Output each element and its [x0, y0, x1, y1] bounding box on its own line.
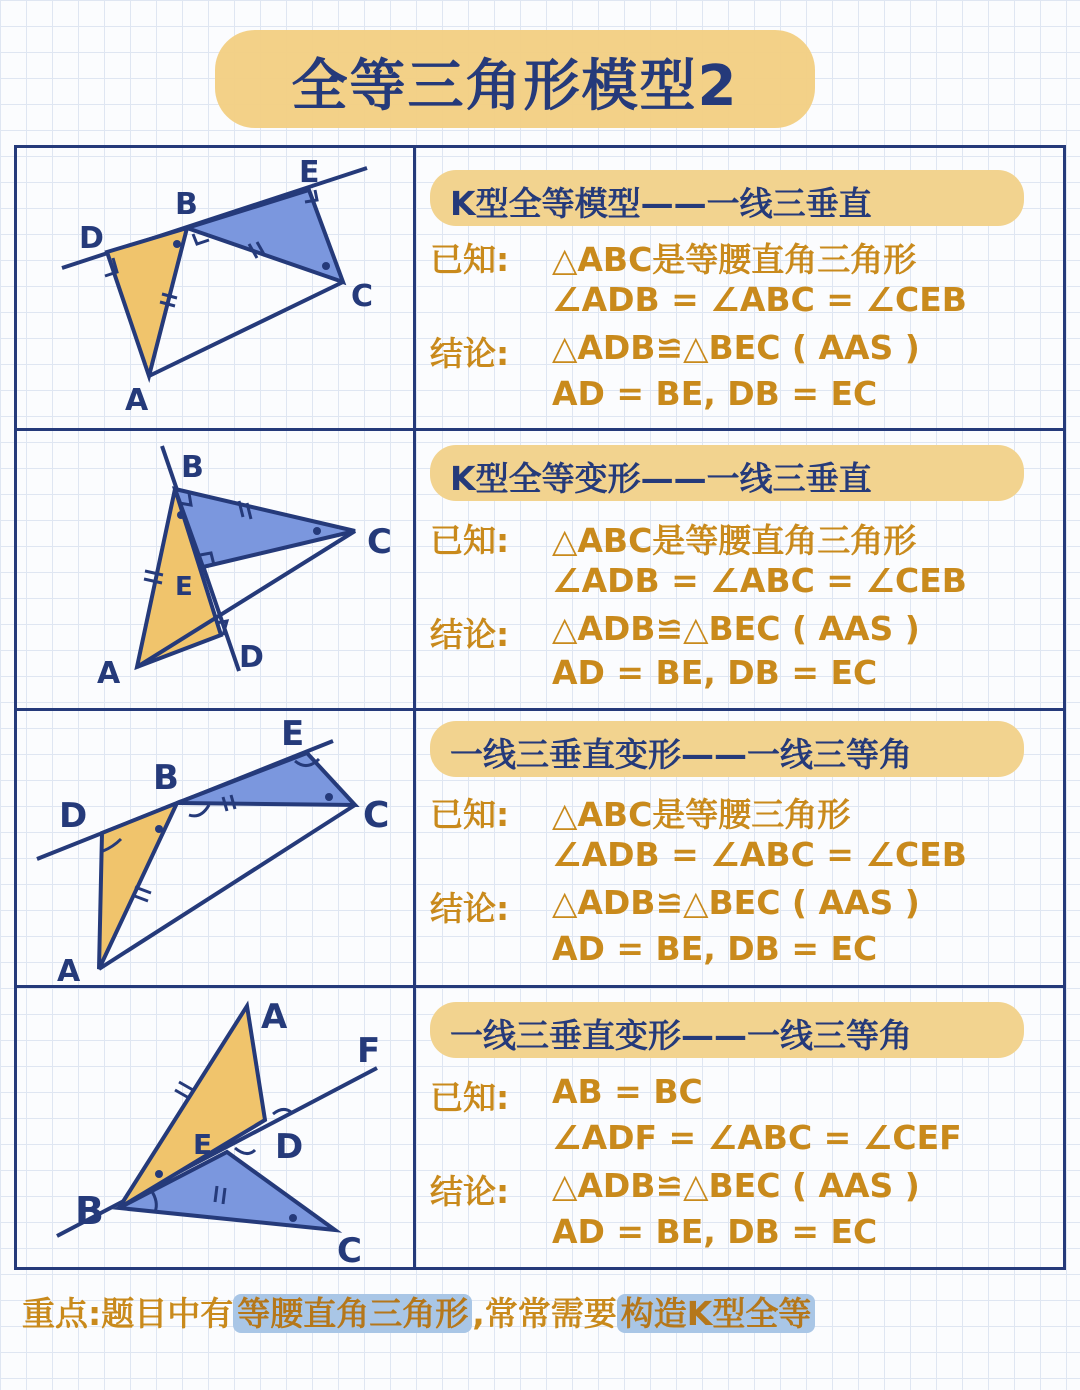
title-banner — [215, 30, 815, 128]
panel-4-heading-pill — [430, 1002, 1024, 1058]
model-table — [14, 145, 1066, 1270]
panel-2-known-1: △ABC是等腰直角三角形 — [552, 521, 917, 560]
panel-3-point-B: B — [153, 758, 179, 798]
panel-4-point-E: E — [193, 1128, 213, 1161]
panel-1-conclusion-2: AD = BE, DB = EC — [552, 374, 878, 413]
panel-3-text — [416, 711, 1063, 985]
panel-3-conclusion-label: 结论: — [430, 889, 510, 928]
panel-1-point-D: D — [79, 221, 104, 256]
panel-2-text — [416, 431, 1063, 708]
panel-1-point-A: A — [125, 383, 149, 418]
panel-1-conclusion-1: △ADB≌△BEC ( AAS ) — [552, 328, 920, 367]
panel-4-text — [416, 988, 1063, 1267]
panel-4-conclusion-2: AD = BE, DB = EC — [552, 1212, 878, 1251]
panel-2-diagram — [17, 431, 413, 708]
panel-2-point-C: C — [367, 522, 392, 562]
key-point-middle: ,常常需要 — [472, 1294, 617, 1333]
panel-4-heading: 一线三垂直变形——一线三等角 — [450, 1016, 912, 1055]
panel-1-known-1: △ABC是等腰直角三角形 — [552, 240, 917, 279]
panel-2-point-E: E — [175, 572, 193, 602]
panel-4-conclusion-label: 结论: — [430, 1172, 510, 1211]
panel-1-heading: K型全等模型——一线三垂直 — [450, 184, 872, 223]
panel-2-point-D: D — [239, 640, 264, 675]
panel-4-point-D: D — [275, 1127, 304, 1167]
panel-4-conclusion-1: △ADB≌△BEC ( AAS ) — [552, 1166, 920, 1205]
panel-1-point-E: E — [299, 155, 320, 190]
panel-2-heading-pill — [430, 445, 1024, 501]
panel-2-point-A: A — [97, 656, 121, 691]
panel-4-point-A: A — [261, 997, 288, 1037]
panel-3-conclusion-1: △ADB≌△BEC ( AAS ) — [552, 883, 920, 922]
panel-1-conclusion-label: 结论: — [430, 334, 510, 373]
panel-1-heading-pill — [430, 170, 1024, 226]
panel-3-point-A: A — [57, 954, 81, 985]
panel-2-known-2: ∠ADB = ∠ABC = ∠CEB — [552, 561, 967, 600]
key-point-note — [22, 1288, 815, 1335]
panel-2-figure — [17, 431, 413, 708]
panel-3-point-E: E — [281, 714, 305, 754]
panel-1-figure — [17, 148, 413, 428]
panel-3-point-D: D — [59, 796, 88, 836]
panel-4-point-B: B — [75, 1189, 104, 1233]
panel-2-point-B: B — [181, 450, 204, 485]
panel-3-known-2: ∠ADB = ∠ABC = ∠CEB — [552, 835, 967, 874]
panel-4-point-C: C — [337, 1231, 362, 1267]
page-title: 全等三角形模型2 — [291, 54, 739, 119]
key-point-prefix: 重点:题目中有 — [22, 1294, 234, 1333]
panel-3-diagram — [17, 711, 413, 985]
panel-1-known-2: ∠ADB = ∠ABC = ∠CEB — [552, 280, 967, 319]
panel-2-heading: K型全等变形——一线三垂直 — [450, 459, 872, 498]
panel-3-known-label: 已知: — [430, 795, 510, 834]
panel-1-diagram — [17, 148, 413, 428]
panel-3-figure — [17, 711, 413, 985]
panel-2-conclusion-1: △ADB≌△BEC ( AAS ) — [552, 609, 920, 648]
panel-4-known-1: AB = BC — [552, 1072, 703, 1111]
panel-3-heading: 一线三垂直变形——一线三等角 — [450, 735, 912, 774]
panel-4-diagram — [17, 988, 413, 1267]
key-point-highlight-1: 等腰直角三角形 — [233, 1294, 472, 1333]
panel-4-known-label: 已知: — [430, 1078, 510, 1117]
panel-1-point-C: C — [351, 279, 374, 314]
panel-3-conclusion-2: AD = BE, DB = EC — [552, 929, 878, 968]
panel-2-conclusion-label: 结论: — [430, 615, 510, 654]
panel-4-point-F: F — [357, 1031, 381, 1071]
panel-3-heading-pill — [430, 721, 1024, 777]
panel-1-text — [416, 148, 1063, 428]
panel-4-figure — [17, 988, 413, 1267]
key-point-highlight-2: 构造K型全等 — [617, 1294, 816, 1333]
panel-1-point-B: B — [175, 187, 198, 222]
panel-2-conclusion-2: AD = BE, DB = EC — [552, 653, 878, 692]
panel-4-known-2: ∠ADF = ∠ABC = ∠CEF — [552, 1118, 962, 1157]
panel-3-known-1: △ABC是等腰三角形 — [552, 795, 851, 834]
panel-2-known-label: 已知: — [430, 521, 510, 560]
panel-1-known-label: 已知: — [430, 240, 510, 279]
panel-3-point-C: C — [363, 795, 390, 836]
